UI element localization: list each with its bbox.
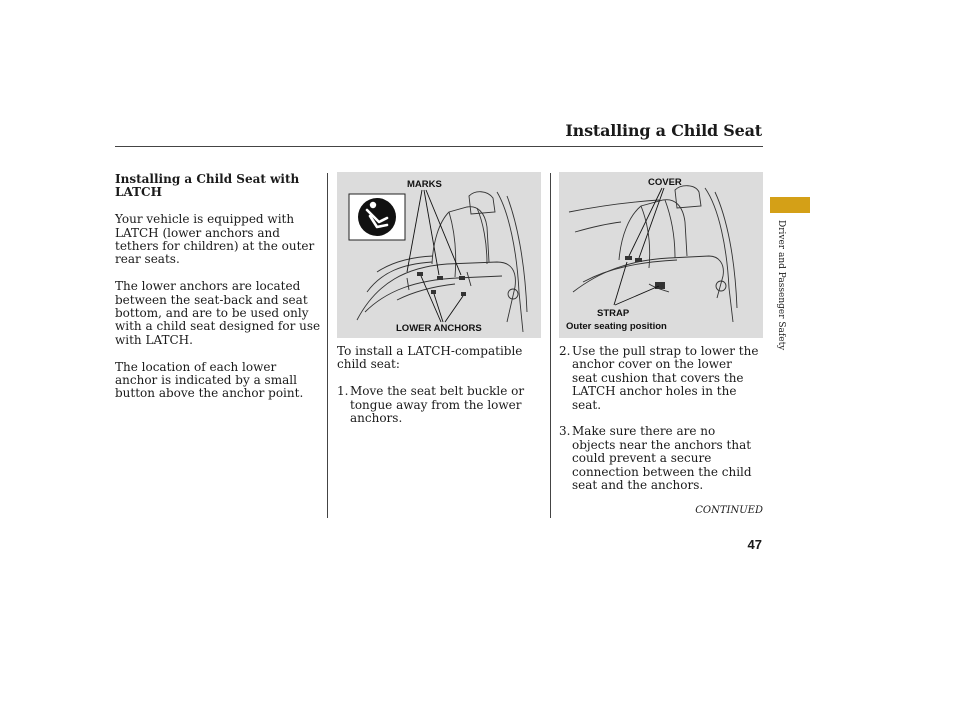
figure-label-cover: COVER: [648, 177, 682, 188]
paragraph: The lower anchors are located between the seat-back and seat bottom, and are to be used only with a child seat designed for use with LATCH.: [115, 279, 321, 347]
figure-lower-anchors: [337, 172, 541, 338]
list-item: [559, 425, 759, 492]
title-rule: [115, 146, 763, 147]
child-seat-latch-icon: [358, 198, 396, 236]
page-title: Installing a Child Seat: [565, 121, 762, 140]
page-number: 47: [747, 537, 762, 552]
figure-label-strap: STRAP: [597, 308, 630, 319]
section-tab: [770, 197, 810, 213]
continued-label: CONTINUED: [695, 505, 763, 516]
step-number: 2.: [559, 344, 571, 358]
column-intro: [115, 173, 321, 414]
column-divider: [550, 173, 551, 518]
step-number: 1.: [337, 384, 349, 399]
paragraph: Your vehicle is equipped with LATCH (lower anchors and tethers for children) at the outer rear seats.: [115, 212, 315, 267]
rear-seat-illustration: [337, 172, 541, 338]
section-tab-label: Driver and Passenger Safety: [776, 220, 786, 351]
step-text: Make sure there are no objects near the anchors that could prevent a secure connection between the child seat and the anchors.: [572, 424, 752, 493]
section-heading: Installing a Child Seat with LATCH: [115, 172, 300, 200]
list-item: [559, 345, 759, 412]
paragraph: The location of each lower anchor is indicated by a small button above the anchor point.: [115, 359, 304, 401]
list-item: [337, 385, 539, 425]
figure-anchor-cover: [559, 172, 763, 338]
step-number: 3.: [559, 424, 571, 439]
step-text: Move the seat belt buckle or tongue away from the lower anchors.: [350, 384, 525, 426]
figure-caption: Outer seating position: [566, 321, 667, 332]
step-text: Use the pull strap to lower the anchor cover on the lower seat cushion that covers the LATCH anchor holes in the seat.: [572, 344, 759, 412]
column-instructions-2: [559, 345, 759, 492]
figure-label-marks: MARKS: [407, 179, 442, 190]
seat-cover-illustration: [559, 172, 763, 338]
figure-label-lower-anchors: LOWER ANCHORS: [396, 323, 482, 334]
column-divider: [327, 173, 328, 518]
column-instructions-1: [337, 345, 539, 425]
paragraph: To install a LATCH-compatible child seat:: [337, 344, 523, 372]
